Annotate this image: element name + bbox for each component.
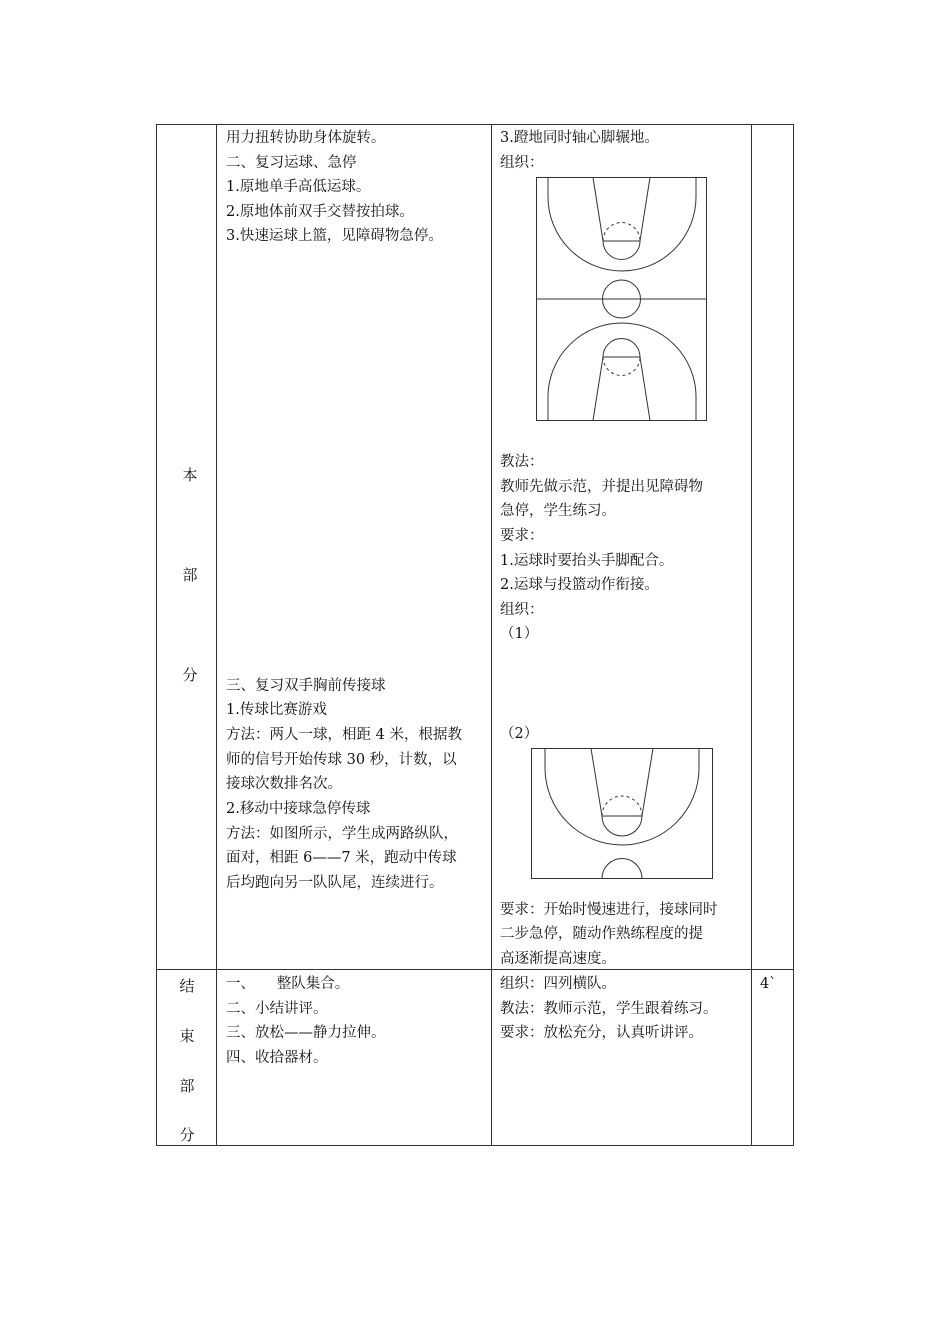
end-section-label-char: 部	[179, 1077, 195, 1095]
method-line: 2.运球与投篮动作衔接。	[500, 577, 659, 593]
method-line: 高逐渐提高速度。	[500, 951, 616, 967]
section-divider	[156, 969, 794, 970]
method-line: 组织：	[500, 155, 544, 171]
main-section-label-char: 本	[182, 466, 198, 484]
half-court-diagram	[531, 748, 713, 879]
table-right-border	[793, 124, 794, 1146]
center-half-circle	[602, 859, 642, 879]
method-line: 急停，学生练习。	[500, 503, 616, 519]
end-method-line: 教法：教师示范，学生跟着练习。	[500, 1001, 718, 1017]
three-point-arc-top	[548, 178, 696, 272]
content-line: 面对，相距 6——7 米，跑动中传球	[226, 850, 457, 866]
free-throw-circle-top-dashed	[603, 223, 640, 242]
key-lane-bottom	[593, 357, 650, 421]
end-content-line: 一、 整队集合。	[226, 976, 350, 992]
free-throw-circle	[602, 816, 642, 836]
content-line: 用力扭转协助身体旋转。	[226, 130, 386, 146]
method-line: 要求：开始时慢速进行，接球同时	[500, 902, 718, 918]
column-divider-3	[751, 124, 752, 1146]
end-time: 4`	[760, 976, 777, 992]
table-bottom-border	[156, 1145, 794, 1146]
content-line: 三、复习双手胸前传接球	[226, 678, 386, 694]
column-divider-1	[216, 124, 217, 1146]
method-line: 二步急停，随动作熟练程度的提	[500, 926, 703, 942]
end-section-label-char: 束	[179, 1027, 195, 1045]
key-lane	[591, 749, 653, 817]
table-top-border	[156, 124, 794, 125]
main-section-label-char: 部	[182, 566, 198, 584]
method-line: （2）	[500, 726, 539, 742]
content-line: 2.原地体前双手交替按拍球。	[226, 204, 414, 220]
content-line: 1.传球比赛游戏	[226, 702, 327, 718]
end-content-line: 二、小结讲评。	[226, 1001, 328, 1017]
content-line: 接球次数排名次。	[226, 776, 342, 792]
three-point-arc	[545, 749, 699, 846]
table-left-border	[156, 124, 157, 1146]
end-section-label-char: 分	[179, 1126, 195, 1144]
content-line: 方法：两人一球，相距 4 米，根据教	[226, 727, 462, 743]
column-divider-2	[491, 124, 492, 1146]
full-court-diagram	[536, 177, 707, 421]
three-point-arc-bottom	[548, 323, 696, 421]
free-throw-circle-top	[603, 241, 640, 260]
end-content-line: 三、放松——静力拉伸。	[226, 1025, 386, 1041]
method-line: 组织：	[500, 602, 544, 618]
method-line: 教师先做示范，并提出见障碍物	[500, 479, 703, 495]
content-line: 3.快速运球上篮，见障碍物急停。	[226, 228, 443, 244]
key-lane-top	[593, 178, 650, 242]
content-line: 师的信号开始传球 30 秒，计数，以	[226, 752, 457, 768]
content-line: 后均跑向另一队队尾，连续进行。	[226, 875, 444, 891]
end-method-line: 组织：四列横队。	[500, 976, 616, 992]
content-line: 1.原地单手高低运球。	[226, 179, 371, 195]
content-line: 方法：如图所示，学生成两路纵队，	[226, 826, 458, 842]
method-line: 3.蹬地同时轴心脚辗地。	[500, 130, 659, 146]
main-section-label-char: 分	[182, 666, 198, 684]
method-line: 要求：	[500, 528, 544, 544]
free-throw-circle-dashed	[602, 796, 642, 816]
end-section-label-char: 结	[179, 977, 195, 995]
content-line: 二、复习运球、急停	[226, 155, 357, 171]
method-line: 1.运球时要抬头手脚配合。	[500, 553, 674, 569]
content-line: 2.移动中接球急停传球	[226, 801, 371, 817]
free-throw-circle-bottom-dashed	[603, 357, 640, 376]
end-content-line: 四、收拾器材。	[226, 1050, 328, 1066]
method-line: （1）	[500, 626, 539, 642]
end-method-line: 要求：放松充分，认真听讲评。	[500, 1025, 703, 1041]
free-throw-circle-bottom	[603, 339, 640, 358]
method-line: 教法：	[500, 454, 544, 470]
